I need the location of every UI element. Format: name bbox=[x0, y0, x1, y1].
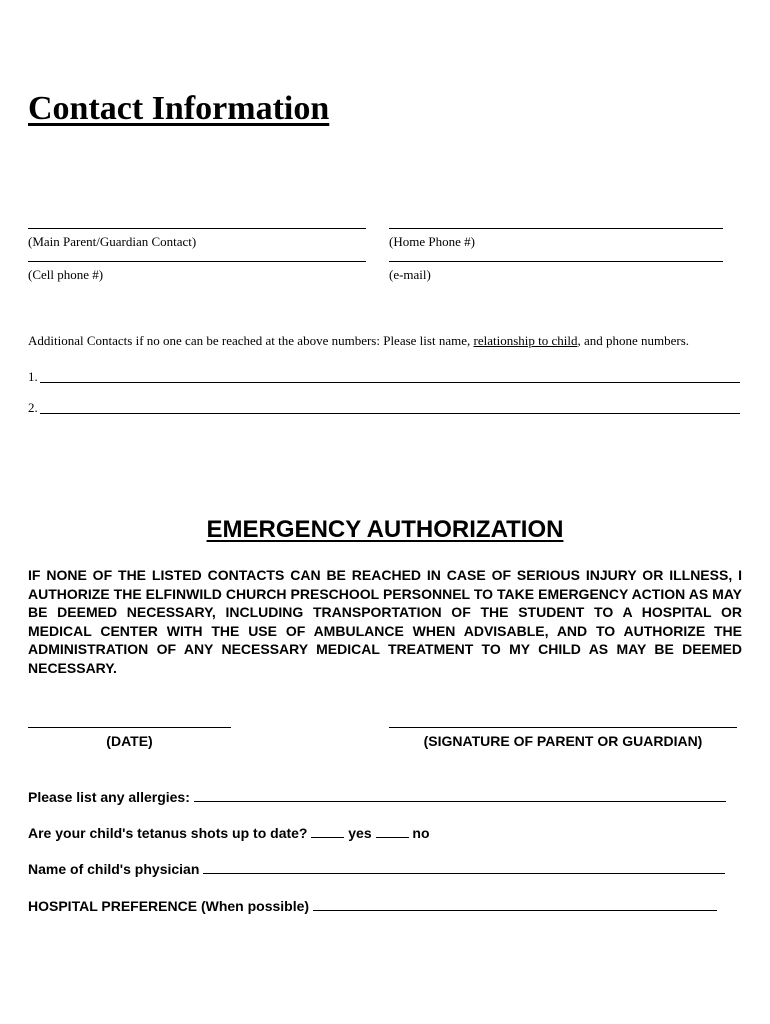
page-title: Contact Information bbox=[28, 90, 330, 127]
tetanus-no-blank[interactable] bbox=[376, 823, 409, 838]
physician-row bbox=[28, 859, 725, 877]
signature-label: (SIGNATURE OF PARENT OR GUARDIAN) bbox=[423, 733, 703, 749]
tetanus-yes-label: yes bbox=[348, 825, 372, 841]
additional-contact-1-number: 1. bbox=[28, 369, 38, 384]
additional-contact-1-field[interactable] bbox=[40, 382, 740, 383]
main-parent-label: (Main Parent/Guardian Contact) bbox=[28, 234, 197, 249]
hospital-row bbox=[28, 896, 717, 914]
email-field[interactable] bbox=[389, 261, 723, 262]
emergency-authorization-title: EMERGENCY AUTHORIZATION bbox=[206, 516, 564, 543]
relationship-to-child-text: relationship to child bbox=[473, 333, 578, 348]
home-phone-label: (Home Phone #) bbox=[389, 234, 475, 249]
main-parent-field[interactable] bbox=[28, 228, 366, 229]
additional-contacts-instructions bbox=[28, 333, 689, 349]
date-label: (DATE) bbox=[106, 733, 153, 749]
physician-label: Name of child's physician bbox=[28, 861, 200, 877]
additional-contact-2-number: 2. bbox=[28, 400, 38, 415]
allergies-label: Please list any allergies: bbox=[28, 789, 190, 805]
date-field[interactable] bbox=[28, 727, 231, 728]
allergies-field[interactable] bbox=[194, 787, 726, 802]
hospital-label: HOSPITAL PREFERENCE (When possible) bbox=[28, 898, 310, 914]
signature-field[interactable] bbox=[389, 727, 737, 728]
home-phone-field[interactable] bbox=[389, 228, 723, 229]
hospital-field[interactable] bbox=[313, 896, 717, 911]
tetanus-yes-blank[interactable] bbox=[311, 823, 344, 838]
email-label: (e-mail) bbox=[389, 267, 431, 282]
additional-contact-2-field[interactable] bbox=[40, 413, 740, 414]
cell-phone-label: (Cell phone #) bbox=[28, 267, 104, 282]
cell-phone-field[interactable] bbox=[28, 261, 366, 262]
tetanus-no-label: no bbox=[412, 825, 430, 841]
additional-prefix: Additional Contacts if no one can be reached at the above numbers: Please list name, bbox=[28, 333, 474, 348]
additional-suffix: , and phone numbers. bbox=[577, 333, 690, 348]
tetanus-label: Are your child's tetanus shots up to date? bbox=[28, 825, 308, 841]
physician-field[interactable] bbox=[203, 859, 725, 874]
emergency-authorization-body: IF NONE OF THE LISTED CONTACTS CAN BE REACHED IN CASE OF SERIOUS INJURY OR ILLNESS, I AUTHORIZE THE ELFINWILD CHURCH PRESCHOOL PERSONNEL TO TAKE EMERGENCY ACTION AS MAY BE DEEMED NECESSARY, INCLUDING TRANSPORTATION OF THE STUDENT TO A HOSPITAL OR MEDICAL CENTER WITH THE USE OF AMBULANCE WHEN ADVISABLE, AND TO AUTHORIZE THE ADMINISTRATION OF ANY NECESSARY MEDICAL TREATMENT TO MY CHILD AS MAY BE DEEMED NECESSARY. bbox=[28, 567, 742, 676]
allergies-row bbox=[28, 787, 726, 805]
tetanus-row bbox=[28, 823, 430, 841]
